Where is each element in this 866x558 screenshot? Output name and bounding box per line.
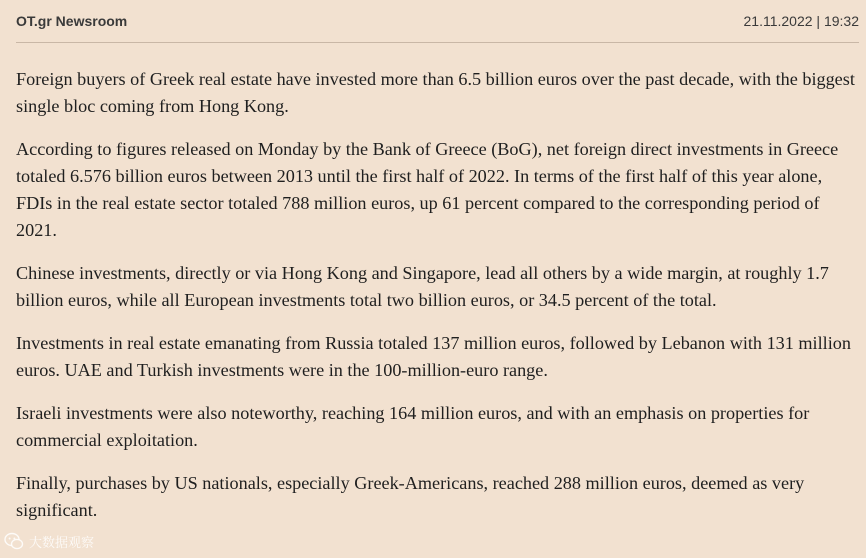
paragraph-1: Foreign buyers of Greek real estate have invested more than 6.5 billion euros over the past decade, with the biggest single bloc coming from Hong Kong. <box>16 69 855 116</box>
paragraph-4: Investments in real estate emanating from Russia totaled 137 million euros, followed by Lebanon with 131 million euros. UAE and Turkish investments were in the 100-million-euro range. <box>16 333 851 380</box>
watermark-text: 大数据观察 <box>29 535 95 551</box>
paragraph-3: Chinese investments, directly or via Hong Kong and Singapore, lead all others by a wide margin, at roughly 1.7 billion euros, while all European investments total two billion euros, or 34.5 percent of the total. <box>16 263 829 310</box>
paragraph-5: Israeli investments were also noteworthy, reaching 164 million euros, and with an emphasis on properties for commercial exploitation. <box>16 403 810 450</box>
publish-datetime: 21.11.2022 | 19:32 <box>743 13 859 29</box>
paragraph-2: According to figures released on Monday by the Bank of Greece (BoG), net foreign direct investments in Greece totaled 6.576 billion euros between 2013 until the first half of 2022. In terms of the first half of this year alone, FDIs in the real estate sector totaled 788 million euros, up 61 percent compared to the corresponding period of 2021. <box>16 139 839 240</box>
article-body <box>16 66 859 540</box>
watermark <box>4 530 94 552</box>
paragraph-6: Finally, purchases by US nationals, especially Greek-Americans, reached 288 million euros, deemed as very significant. <box>16 473 805 520</box>
wechat-logo-icon <box>4 532 24 550</box>
source-label: OT.gr Newsroom <box>16 13 128 29</box>
article-header <box>16 0 859 43</box>
